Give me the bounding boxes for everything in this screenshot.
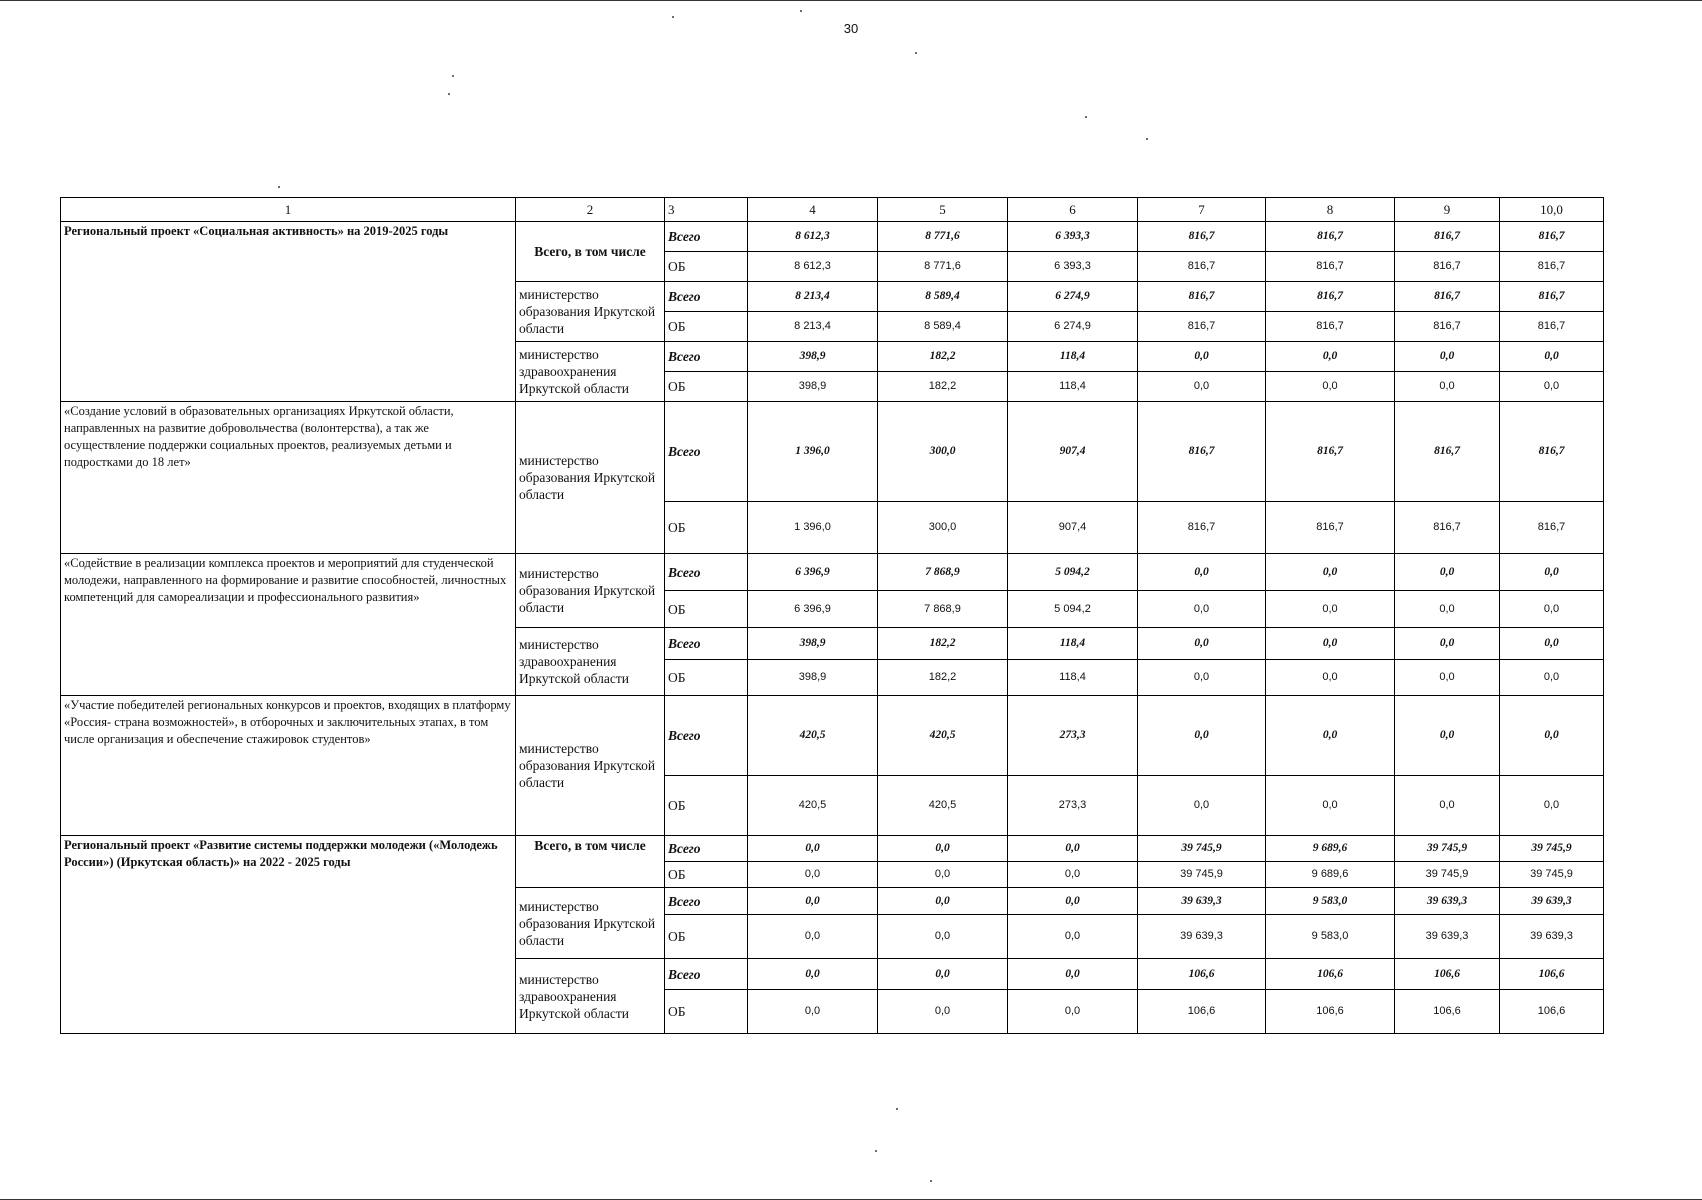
amount-cell: 9 689,6: [1266, 862, 1395, 888]
amount-cell: 273,3: [1008, 696, 1138, 776]
amount-cell: 816,7: [1395, 502, 1500, 554]
amount-cell: 398,9: [748, 660, 878, 696]
source-total: Всего: [665, 342, 748, 372]
amount-cell: 106,6: [1266, 959, 1395, 990]
amount-cell: 0,0: [1138, 628, 1266, 660]
measure-name: «Содействие в реализации комплекса проектов и мероприятий для студенческой молодежи, направленного на формирование и развитие способностей, личностных компетенций для самореализации и профессионального развития»: [61, 554, 516, 696]
amount-cell: 0,0: [1008, 888, 1138, 915]
amount-cell: 816,7: [1500, 222, 1604, 252]
amount-cell: 0,0: [1395, 776, 1500, 836]
amount-cell: 0,0: [878, 836, 1008, 862]
amount-cell: 8 213,4: [748, 312, 878, 342]
amount-cell: 0,0: [1395, 628, 1500, 660]
scan-speck: [448, 93, 450, 95]
source-ob: ОБ: [665, 312, 748, 342]
executor-name: министерство здравоохранения Иркутской области: [516, 959, 665, 1034]
amount-cell: 0,0: [1395, 591, 1500, 628]
budget-table: [60, 197, 1604, 1034]
scan-speck: [278, 186, 280, 188]
amount-cell: 0,0: [1500, 660, 1604, 696]
column-number: 8: [1266, 198, 1395, 222]
amount-cell: 0,0: [1500, 342, 1604, 372]
amount-cell: 816,7: [1138, 222, 1266, 252]
amount-cell: 816,7: [1266, 312, 1395, 342]
amount-cell: 816,7: [1138, 312, 1266, 342]
amount-cell: 0,0: [878, 915, 1008, 959]
scan-edge-top: [0, 0, 1702, 1]
amount-cell: 39 639,3: [1395, 888, 1500, 915]
scan-speck: [930, 1180, 932, 1182]
amount-cell: 0,0: [1008, 836, 1138, 862]
row-total: [61, 402, 1604, 502]
amount-cell: 0,0: [1138, 776, 1266, 836]
amount-cell: 816,7: [1500, 252, 1604, 282]
source-ob: ОБ: [665, 502, 748, 554]
amount-cell: 816,7: [1266, 282, 1395, 312]
measure-name: «Участие победителей региональных конкурсов и проектов, входящих в платформу «Россия- страна возможностей», в отборочных и заключительных этапах, в том числе организация и обеспечение стажировок студентов»: [61, 696, 516, 836]
amount-cell: 0,0: [1266, 342, 1395, 372]
amount-cell: 300,0: [878, 502, 1008, 554]
amount-cell: 8 589,4: [878, 282, 1008, 312]
executor-name: министерство образования Иркутской области: [516, 888, 665, 959]
amount-cell: 1 396,0: [748, 502, 878, 554]
amount-cell: 0,0: [1008, 990, 1138, 1034]
amount-cell: 0,0: [1266, 591, 1395, 628]
amount-cell: 273,3: [1008, 776, 1138, 836]
amount-cell: 420,5: [878, 776, 1008, 836]
amount-cell: 8 771,6: [878, 222, 1008, 252]
amount-cell: 0,0: [748, 888, 878, 915]
scan-speck: [896, 1108, 898, 1110]
amount-cell: 0,0: [1266, 372, 1395, 402]
column-number: 7: [1138, 198, 1266, 222]
amount-cell: 420,5: [878, 696, 1008, 776]
amount-cell: 0,0: [878, 862, 1008, 888]
column-number: 5: [878, 198, 1008, 222]
executor-name: Всего, в том числе: [516, 222, 665, 282]
amount-cell: 39 745,9: [1395, 836, 1500, 862]
amount-cell: 816,7: [1500, 282, 1604, 312]
executor-name: Всего, в том числе: [516, 836, 665, 888]
source-ob: ОБ: [665, 915, 748, 959]
amount-cell: 0,0: [1138, 342, 1266, 372]
amount-cell: 0,0: [748, 915, 878, 959]
source-total: Всего: [665, 836, 748, 862]
amount-cell: 106,6: [1138, 959, 1266, 990]
amount-cell: 0,0: [1395, 660, 1500, 696]
amount-cell: 816,7: [1395, 402, 1500, 502]
amount-cell: 0,0: [748, 862, 878, 888]
amount-cell: 816,7: [1138, 402, 1266, 502]
measure-name: «Создание условий в образовательных организациях Иркутской области, направленных на развитие добровольчества (волонтерства), а так же осуществление поддержки социальных проектов, реализуемых детьми и подростками до 18 лет»: [61, 402, 516, 554]
header-row: [61, 198, 1604, 222]
amount-cell: 9 583,0: [1266, 888, 1395, 915]
amount-cell: 398,9: [748, 628, 878, 660]
amount-cell: 118,4: [1008, 660, 1138, 696]
amount-cell: 39 639,3: [1395, 915, 1500, 959]
source-ob: ОБ: [665, 252, 748, 282]
amount-cell: 398,9: [748, 372, 878, 402]
amount-cell: 0,0: [1500, 696, 1604, 776]
amount-cell: 0,0: [1008, 862, 1138, 888]
amount-cell: 816,7: [1266, 222, 1395, 252]
amount-cell: 39 745,9: [1500, 862, 1604, 888]
source-ob: ОБ: [665, 776, 748, 836]
amount-cell: 8 612,3: [748, 252, 878, 282]
amount-cell: 9 583,0: [1266, 915, 1395, 959]
amount-cell: 9 689,6: [1266, 836, 1395, 862]
scan-speck: [1146, 138, 1148, 140]
amount-cell: 5 094,2: [1008, 554, 1138, 591]
scan-speck: [1085, 116, 1087, 118]
executor-name: министерство образования Иркутской области: [516, 402, 665, 554]
amount-cell: 816,7: [1395, 282, 1500, 312]
amount-cell: 816,7: [1266, 252, 1395, 282]
amount-cell: 6 274,9: [1008, 312, 1138, 342]
amount-cell: 8 213,4: [748, 282, 878, 312]
executor-name: министерство образования Иркутской области: [516, 554, 665, 628]
executor-name: министерство образования Иркутской области: [516, 696, 665, 836]
amount-cell: 106,6: [1138, 990, 1266, 1034]
column-number: 6: [1008, 198, 1138, 222]
source-total: Всего: [665, 402, 748, 502]
column-number: 9: [1395, 198, 1500, 222]
amount-cell: 106,6: [1500, 959, 1604, 990]
amount-cell: 0,0: [748, 836, 878, 862]
page-number: 30: [843, 21, 859, 36]
scan-speck: [800, 10, 802, 12]
amount-cell: 182,2: [878, 660, 1008, 696]
amount-cell: 1 396,0: [748, 402, 878, 502]
executor-name: министерство здравоохранения Иркутской области: [516, 628, 665, 696]
amount-cell: 6 393,3: [1008, 222, 1138, 252]
executor-name: министерство здравоохранения Иркутской области: [516, 342, 665, 402]
amount-cell: 816,7: [1395, 222, 1500, 252]
amount-cell: 118,4: [1008, 342, 1138, 372]
amount-cell: 8 771,6: [878, 252, 1008, 282]
amount-cell: 39 639,3: [1500, 915, 1604, 959]
scan-speck: [915, 52, 917, 54]
source-total: Всего: [665, 696, 748, 776]
row-total: [61, 222, 1604, 252]
amount-cell: 907,4: [1008, 502, 1138, 554]
amount-cell: 39 639,3: [1138, 915, 1266, 959]
amount-cell: 0,0: [1008, 959, 1138, 990]
source-total: Всего: [665, 222, 748, 252]
amount-cell: 907,4: [1008, 402, 1138, 502]
amount-cell: 0,0: [1395, 372, 1500, 402]
source-total: Всего: [665, 888, 748, 915]
amount-cell: 5 094,2: [1008, 591, 1138, 628]
amount-cell: 0,0: [1500, 591, 1604, 628]
amount-cell: 816,7: [1138, 252, 1266, 282]
amount-cell: 39 745,9: [1500, 836, 1604, 862]
source-total: Всего: [665, 628, 748, 660]
amount-cell: 0,0: [1138, 696, 1266, 776]
source-ob: ОБ: [665, 862, 748, 888]
amount-cell: 0,0: [1395, 554, 1500, 591]
row-total: [61, 696, 1604, 776]
amount-cell: 106,6: [1395, 959, 1500, 990]
amount-cell: 0,0: [1266, 628, 1395, 660]
amount-cell: 816,7: [1395, 252, 1500, 282]
amount-cell: 8 612,3: [748, 222, 878, 252]
executor-name: министерство образования Иркутской области: [516, 282, 665, 342]
amount-cell: 118,4: [1008, 372, 1138, 402]
amount-cell: 0,0: [1266, 660, 1395, 696]
amount-cell: 816,7: [1500, 502, 1604, 554]
amount-cell: 816,7: [1266, 502, 1395, 554]
amount-cell: 0,0: [878, 990, 1008, 1034]
amount-cell: 0,0: [1138, 591, 1266, 628]
amount-cell: 816,7: [1138, 282, 1266, 312]
amount-cell: 39 745,9: [1395, 862, 1500, 888]
amount-cell: 0,0: [1266, 554, 1395, 591]
amount-cell: 0,0: [748, 990, 878, 1034]
amount-cell: 39 745,9: [1138, 836, 1266, 862]
amount-cell: 0,0: [1500, 554, 1604, 591]
amount-cell: 182,2: [878, 372, 1008, 402]
source-ob: ОБ: [665, 990, 748, 1034]
amount-cell: 106,6: [1395, 990, 1500, 1034]
source-total: Всего: [665, 554, 748, 591]
scan-speck: [452, 75, 454, 77]
amount-cell: 39 745,9: [1138, 862, 1266, 888]
scan-speck: [672, 16, 674, 18]
amount-cell: 8 589,4: [878, 312, 1008, 342]
amount-cell: 0,0: [1266, 696, 1395, 776]
amount-cell: 6 396,9: [748, 554, 878, 591]
amount-cell: 182,2: [878, 628, 1008, 660]
amount-cell: 6 393,3: [1008, 252, 1138, 282]
source-total: Всего: [665, 959, 748, 990]
measure-name: Региональный проект «Развитие системы поддержки молодежи («Молодежь России») (Иркутская область)» на 2022 - 2025 годы: [61, 836, 516, 1034]
amount-cell: 39 639,3: [1500, 888, 1604, 915]
amount-cell: 420,5: [748, 776, 878, 836]
amount-cell: 6 274,9: [1008, 282, 1138, 312]
column-number: 4: [748, 198, 878, 222]
amount-cell: 0,0: [1500, 776, 1604, 836]
column-number: 2: [516, 198, 665, 222]
amount-cell: 816,7: [1138, 502, 1266, 554]
amount-cell: 420,5: [748, 696, 878, 776]
amount-cell: 0,0: [1138, 372, 1266, 402]
amount-cell: 0,0: [1500, 372, 1604, 402]
scan-speck: [875, 1150, 877, 1152]
amount-cell: 0,0: [1138, 660, 1266, 696]
amount-cell: 816,7: [1500, 402, 1604, 502]
amount-cell: 300,0: [878, 402, 1008, 502]
amount-cell: 7 868,9: [878, 591, 1008, 628]
measure-name: Региональный проект «Социальная активность» на 2019-2025 годы: [61, 222, 516, 402]
amount-cell: 39 639,3: [1138, 888, 1266, 915]
amount-cell: 7 868,9: [878, 554, 1008, 591]
amount-cell: 816,7: [1266, 402, 1395, 502]
amount-cell: 398,9: [748, 342, 878, 372]
amount-cell: 0,0: [878, 888, 1008, 915]
amount-cell: 118,4: [1008, 628, 1138, 660]
source-ob: ОБ: [665, 591, 748, 628]
source-ob: ОБ: [665, 660, 748, 696]
row-total: [61, 554, 1604, 591]
column-number: 3: [665, 198, 748, 222]
amount-cell: 0,0: [1008, 915, 1138, 959]
source-ob: ОБ: [665, 372, 748, 402]
amount-cell: 0,0: [1138, 554, 1266, 591]
source-total: Всего: [665, 282, 748, 312]
row-total: [61, 836, 1604, 862]
amount-cell: 0,0: [1395, 342, 1500, 372]
amount-cell: 816,7: [1500, 312, 1604, 342]
amount-cell: 106,6: [1266, 990, 1395, 1034]
amount-cell: 6 396,9: [748, 591, 878, 628]
amount-cell: 0,0: [878, 959, 1008, 990]
amount-cell: 0,0: [1500, 628, 1604, 660]
amount-cell: 106,6: [1500, 990, 1604, 1034]
amount-cell: 182,2: [878, 342, 1008, 372]
amount-cell: 0,0: [1395, 696, 1500, 776]
amount-cell: 0,0: [1266, 776, 1395, 836]
column-number: 1: [61, 198, 516, 222]
column-number: 10,0: [1500, 198, 1604, 222]
amount-cell: 0,0: [748, 959, 878, 990]
amount-cell: 816,7: [1395, 312, 1500, 342]
